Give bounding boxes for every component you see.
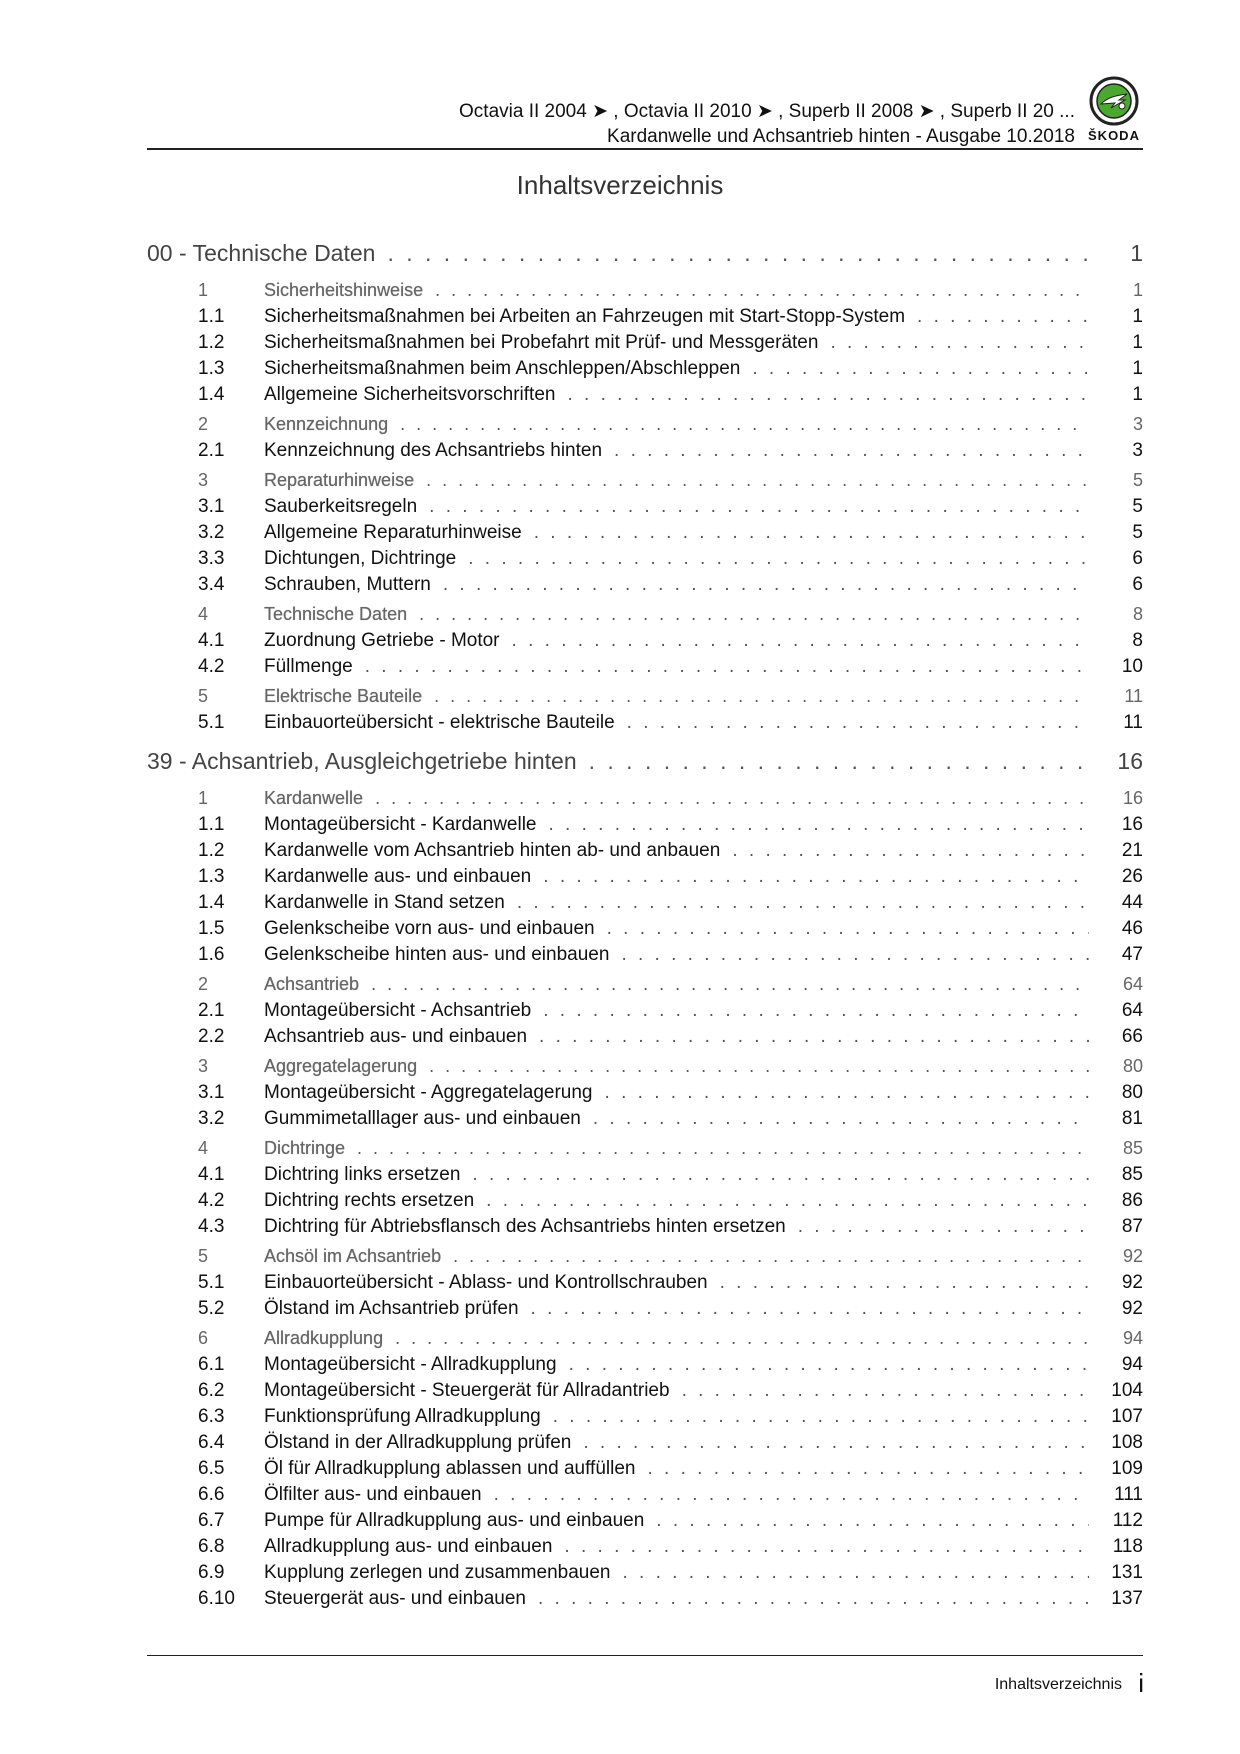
toc-item-number: 6.5 bbox=[198, 1458, 225, 1479]
toc-item[interactable] bbox=[147, 1588, 1143, 1614]
toc-item-page: 80 bbox=[1121, 1082, 1143, 1103]
leader-dots bbox=[538, 1588, 1089, 1610]
leader-dots bbox=[614, 440, 1089, 462]
toc-item[interactable] bbox=[147, 656, 1143, 682]
toc-item[interactable] bbox=[147, 1000, 1143, 1026]
toc-item-page: 92 bbox=[1121, 1272, 1143, 1293]
toc-section-page: 1 bbox=[1132, 280, 1143, 300]
toc-section-number: 3 bbox=[198, 470, 209, 490]
leader-dots bbox=[443, 574, 1089, 596]
footer-label: Inhaltsverzeichnis bbox=[994, 1676, 1122, 1693]
toc-item[interactable] bbox=[147, 574, 1143, 600]
toc-item-title: Funktionsprüfung Allradkupplung bbox=[264, 1406, 541, 1427]
toc-item-title: Dichtring links ersetzen bbox=[264, 1164, 461, 1185]
leader-dots bbox=[419, 604, 1089, 625]
leader-dots bbox=[472, 1164, 1089, 1186]
leader-dots bbox=[682, 1380, 1089, 1402]
leader-dots bbox=[830, 332, 1089, 354]
toc-section-number: 4 bbox=[198, 1138, 209, 1158]
leader-dots bbox=[647, 1458, 1089, 1480]
toc-item-title: Schrauben, Muttern bbox=[264, 574, 431, 595]
toc-item[interactable] bbox=[147, 1354, 1143, 1380]
leader-dots bbox=[400, 414, 1089, 435]
toc-item-title: Öl für Allradkupplung ablassen und auffüllen bbox=[264, 1458, 636, 1479]
toc-section-title: Aggregatelagerung bbox=[264, 1056, 418, 1076]
toc-section-page: 5 bbox=[1132, 470, 1143, 490]
toc-item-number: 3.4 bbox=[198, 574, 225, 595]
leader-dots bbox=[564, 1536, 1089, 1558]
toc-item-number: 3.3 bbox=[198, 548, 225, 569]
toc-item-page: 6 bbox=[1132, 548, 1143, 569]
toc-section-page: 64 bbox=[1122, 974, 1143, 994]
leader-dots bbox=[627, 712, 1089, 734]
toc-item[interactable] bbox=[147, 1510, 1143, 1536]
toc-item[interactable] bbox=[147, 1108, 1143, 1134]
header-rule bbox=[147, 148, 1143, 150]
toc-item-page: 26 bbox=[1121, 866, 1143, 887]
toc-item[interactable] bbox=[147, 548, 1143, 574]
toc-section-number: 1 bbox=[198, 280, 209, 300]
header-document-title: Kardanwelle und Achsantrieb hinten - Ausgabe 10.2018 bbox=[607, 126, 1075, 147]
leader-dots bbox=[589, 748, 1089, 775]
footer-page-number: i bbox=[1138, 1668, 1144, 1698]
toc-section-number: 4 bbox=[198, 604, 209, 624]
toc-section-number: 3 bbox=[198, 1056, 209, 1076]
toc-item-title: Allgemeine Reparaturhinweise bbox=[264, 522, 522, 543]
leader-dots bbox=[607, 918, 1089, 940]
toc-item-number: 5.2 bbox=[198, 1298, 225, 1319]
toc-item-page: 1 bbox=[1132, 384, 1143, 405]
toc-item[interactable] bbox=[147, 1298, 1143, 1324]
toc-item-page: 8 bbox=[1132, 630, 1143, 651]
toc-item-page: 46 bbox=[1121, 918, 1143, 939]
leader-dots bbox=[569, 1354, 1089, 1376]
toc-item[interactable] bbox=[147, 522, 1143, 548]
toc-item[interactable] bbox=[147, 866, 1143, 892]
toc-item[interactable] bbox=[147, 1026, 1143, 1052]
toc-item-page: 21 bbox=[1121, 840, 1143, 861]
toc-section-number: 5 bbox=[198, 686, 209, 706]
toc-item-page: 86 bbox=[1121, 1190, 1143, 1211]
toc-item[interactable] bbox=[147, 1272, 1143, 1298]
leader-dots bbox=[365, 656, 1089, 678]
toc-item-title: Einbauorteübersicht - elektrische Bauteile bbox=[264, 712, 615, 733]
toc-item[interactable] bbox=[147, 1562, 1143, 1588]
leader-dots bbox=[583, 1432, 1089, 1454]
toc-item-number: 3.2 bbox=[198, 1108, 225, 1129]
toc-item[interactable] bbox=[147, 1380, 1143, 1406]
toc-item-title: Montageübersicht - Kardanwelle bbox=[264, 814, 537, 835]
toc-item[interactable] bbox=[147, 1406, 1143, 1432]
page-title: Inhaltsverzeichnis bbox=[516, 170, 724, 200]
toc-item[interactable] bbox=[147, 306, 1143, 332]
toc-section[interactable] bbox=[147, 686, 1143, 712]
leader-dots bbox=[435, 280, 1089, 301]
toc-item[interactable] bbox=[147, 1082, 1143, 1108]
toc-item-page: 108 bbox=[1111, 1432, 1143, 1453]
toc-section-page: 85 bbox=[1122, 1138, 1143, 1158]
leader-dots bbox=[429, 1056, 1089, 1077]
leader-dots bbox=[395, 1328, 1089, 1349]
toc-item-number: 1.1 bbox=[198, 814, 225, 835]
toc-section[interactable] bbox=[147, 1246, 1143, 1272]
leader-dots bbox=[468, 548, 1089, 570]
toc-item-title: Gelenkscheibe vorn aus- und einbauen bbox=[264, 918, 595, 939]
toc-section-number: 2 bbox=[198, 974, 209, 994]
toc-item-page: 109 bbox=[1111, 1458, 1143, 1479]
leader-dots bbox=[621, 944, 1089, 966]
toc-item-title: Ölstand im Achsantrieb prüfen bbox=[264, 1298, 519, 1319]
leader-dots bbox=[434, 686, 1089, 707]
skoda-logo-text: ŠKODA bbox=[1088, 128, 1140, 143]
toc-item-number: 2.1 bbox=[198, 1000, 225, 1021]
toc-section-title: Reparaturhinweise bbox=[264, 470, 415, 490]
leader-dots bbox=[549, 814, 1090, 836]
toc-item[interactable] bbox=[147, 1216, 1143, 1242]
toc-item[interactable] bbox=[147, 384, 1143, 410]
toc-section-page: 16 bbox=[1122, 788, 1143, 808]
toc-section-page: 8 bbox=[1132, 604, 1143, 624]
toc-section[interactable] bbox=[147, 1328, 1143, 1354]
toc-item-page: 16 bbox=[1121, 814, 1143, 835]
toc-item-title: Montageübersicht - Achsantrieb bbox=[264, 1000, 532, 1021]
toc-item-number: 6.6 bbox=[198, 1484, 225, 1505]
toc-item-title: Kardanwelle vom Achsantrieb hinten ab- und anbauen bbox=[264, 840, 721, 861]
toc-item-page: 1 bbox=[1132, 332, 1143, 353]
toc-item-title: Gelenkscheibe hinten aus- und einbauen bbox=[264, 944, 610, 965]
toc-section-title: Dichtringe bbox=[264, 1138, 346, 1158]
toc-item-number: 1.2 bbox=[198, 840, 225, 861]
leader-dots bbox=[371, 974, 1089, 995]
toc-section-number: 5 bbox=[198, 1246, 209, 1266]
toc-item-number: 6.1 bbox=[198, 1354, 225, 1375]
toc-section[interactable] bbox=[147, 604, 1143, 630]
toc-section[interactable] bbox=[147, 788, 1143, 814]
toc-section-page: 3 bbox=[1132, 414, 1143, 434]
toc-item[interactable] bbox=[147, 440, 1143, 466]
toc-item-page: 104 bbox=[1111, 1380, 1143, 1401]
leader-dots bbox=[429, 496, 1089, 518]
toc-item-number: 1.2 bbox=[198, 332, 225, 353]
toc-item-page: 3 bbox=[1132, 440, 1143, 461]
toc-item[interactable] bbox=[147, 630, 1143, 656]
toc-item-page: 137 bbox=[1111, 1588, 1143, 1609]
toc-item-number: 1.3 bbox=[198, 358, 225, 379]
toc-section-number: 2 bbox=[198, 414, 209, 434]
toc-item-number: 6.3 bbox=[198, 1406, 225, 1427]
toc-item[interactable] bbox=[147, 1458, 1143, 1484]
leader-dots bbox=[453, 1246, 1089, 1267]
toc-item-number: 2.1 bbox=[198, 440, 225, 461]
toc-item-title: Füllmenge bbox=[264, 656, 353, 677]
toc-item-page: 94 bbox=[1121, 1354, 1143, 1375]
toc-section-page: 80 bbox=[1122, 1056, 1143, 1076]
toc-item-number: 6.2 bbox=[198, 1380, 225, 1401]
toc-item-title: Dichtring für Abtriebsflansch des Achsantriebs hinten ersetzen bbox=[264, 1216, 786, 1237]
toc-item[interactable] bbox=[147, 1432, 1143, 1458]
toc-item[interactable] bbox=[147, 332, 1143, 358]
toc-section-title: Achsantrieb bbox=[264, 974, 360, 994]
toc-item[interactable] bbox=[147, 918, 1143, 944]
toc-item-title: Montageübersicht - Steuergerät für Allradantrieb bbox=[264, 1380, 670, 1401]
toc-item[interactable] bbox=[147, 496, 1143, 522]
toc-chapter-title: 39 - Achsantrieb, Ausgleichgetriebe hinten bbox=[147, 748, 577, 774]
toc-item-page: 107 bbox=[1111, 1406, 1143, 1427]
toc-item-title: Kupplung zerlegen und zusammenbauen bbox=[264, 1562, 611, 1583]
leader-dots bbox=[486, 1190, 1089, 1212]
leader-dots bbox=[517, 892, 1089, 914]
toc-item-page: 131 bbox=[1111, 1562, 1143, 1583]
leader-dots bbox=[543, 1000, 1089, 1022]
toc-item-page: 1 bbox=[1132, 358, 1143, 379]
leader-dots bbox=[732, 840, 1089, 862]
toc-item-page: 10 bbox=[1121, 656, 1143, 677]
toc-item-page: 112 bbox=[1112, 1510, 1143, 1531]
toc-item[interactable] bbox=[147, 1190, 1143, 1216]
toc-item-number: 6.4 bbox=[198, 1432, 225, 1453]
toc-item-title: Sauberkeitsregeln bbox=[264, 496, 418, 517]
toc-chapter[interactable] bbox=[147, 748, 1143, 784]
toc-item-page: 5 bbox=[1132, 496, 1143, 517]
leader-dots bbox=[553, 1406, 1089, 1428]
toc-item[interactable] bbox=[147, 892, 1143, 918]
toc-item-number: 4.1 bbox=[198, 1164, 225, 1185]
toc-item-page: 66 bbox=[1121, 1026, 1143, 1047]
toc-item-number: 6.7 bbox=[198, 1510, 225, 1531]
toc-item-title: Ölstand in der Allradkupplung prüfen bbox=[264, 1432, 572, 1453]
toc-section[interactable] bbox=[147, 974, 1143, 1000]
toc-item-title: Ölfilter aus- und einbauen bbox=[264, 1484, 482, 1505]
toc-item-number: 1.4 bbox=[198, 892, 225, 913]
toc-item-number: 1.4 bbox=[198, 384, 225, 405]
leader-dots bbox=[593, 1108, 1089, 1130]
toc-item-title: Gummimetalllager aus- und einbauen bbox=[264, 1108, 581, 1129]
toc-item-page: 1 bbox=[1132, 306, 1143, 327]
leader-dots bbox=[622, 1562, 1089, 1584]
toc-item-page: 85 bbox=[1121, 1164, 1143, 1185]
table-of-contents bbox=[147, 240, 1143, 1614]
leader-dots bbox=[798, 1216, 1089, 1238]
toc-item[interactable] bbox=[147, 1484, 1143, 1510]
toc-item-page: 92 bbox=[1121, 1298, 1143, 1319]
toc-item-number: 1.3 bbox=[198, 866, 225, 887]
toc-item-page: 64 bbox=[1121, 1000, 1143, 1021]
toc-item-number: 4.2 bbox=[198, 656, 225, 677]
toc-item-number: 4.1 bbox=[198, 630, 225, 651]
toc-item-page: 47 bbox=[1121, 944, 1143, 965]
leader-dots bbox=[539, 1026, 1089, 1048]
leader-dots bbox=[512, 630, 1089, 652]
leader-dots bbox=[375, 788, 1089, 809]
toc-item-page: 87 bbox=[1121, 1216, 1143, 1237]
toc-section[interactable] bbox=[147, 280, 1143, 306]
toc-item-title: Kennzeichnung des Achsantriebs hinten bbox=[264, 440, 603, 461]
toc-item-title: Achsantrieb aus- und einbauen bbox=[264, 1026, 528, 1047]
toc-item-number: 2.2 bbox=[198, 1026, 225, 1047]
toc-item-number: 5.1 bbox=[198, 712, 225, 733]
leader-dots bbox=[426, 470, 1089, 491]
toc-item[interactable] bbox=[147, 712, 1143, 738]
toc-section-page: 11 bbox=[1124, 686, 1143, 706]
toc-item-title: Dichtring rechts ersetzen bbox=[264, 1190, 475, 1211]
toc-item-page: 11 bbox=[1123, 712, 1143, 733]
toc-item-page: 5 bbox=[1132, 522, 1143, 543]
toc-chapter[interactable] bbox=[147, 240, 1143, 276]
toc-item-page: 111 bbox=[1114, 1484, 1143, 1505]
toc-section-title: Allradkupplung bbox=[264, 1328, 384, 1348]
leader-dots bbox=[543, 866, 1089, 888]
toc-item-title: Pumpe für Allradkupplung aus- und einbauen bbox=[264, 1510, 645, 1531]
toc-item-page: 44 bbox=[1121, 892, 1143, 913]
toc-item[interactable] bbox=[147, 1164, 1143, 1190]
toc-item-title: Dichtungen, Dichtringe bbox=[264, 548, 457, 569]
toc-item[interactable] bbox=[147, 814, 1143, 840]
skoda-logo bbox=[1086, 76, 1142, 143]
toc-item-number: 1.1 bbox=[198, 306, 225, 327]
leader-dots bbox=[656, 1510, 1089, 1532]
leader-dots bbox=[494, 1484, 1089, 1506]
toc-chapter-page: 16 bbox=[1117, 748, 1143, 774]
toc-section[interactable] bbox=[147, 414, 1143, 440]
footer-rule bbox=[147, 1655, 1143, 1656]
toc-section-number: 1 bbox=[198, 788, 209, 808]
toc-item-title: Sicherheitsmaßnahmen bei Arbeiten an Fahrzeugen mit Start-Stopp-System bbox=[264, 306, 906, 327]
leader-dots bbox=[605, 1082, 1089, 1104]
toc-chapter-page: 1 bbox=[1130, 240, 1143, 266]
toc-item-number: 3.1 bbox=[198, 496, 225, 517]
toc-item-number: 6.9 bbox=[198, 1562, 225, 1583]
toc-section-title: Technische Daten bbox=[264, 604, 408, 624]
leader-dots bbox=[534, 522, 1089, 544]
toc-item[interactable] bbox=[147, 1536, 1143, 1562]
toc-item-title: Allradkupplung aus- und einbauen bbox=[264, 1536, 553, 1557]
toc-section[interactable] bbox=[147, 1056, 1143, 1082]
toc-item-number: 4.2 bbox=[198, 1190, 225, 1211]
toc-item-title: Montageübersicht - Aggregatelagerung bbox=[264, 1082, 593, 1103]
toc-item-number: 1.6 bbox=[198, 944, 225, 965]
toc-section-title: Achsöl im Achsantrieb bbox=[264, 1246, 442, 1266]
leader-dots bbox=[720, 1272, 1089, 1294]
toc-section-page: 92 bbox=[1122, 1246, 1143, 1266]
toc-item-title: Montageübersicht - Allradkupplung bbox=[264, 1354, 557, 1375]
skoda-logo-icon bbox=[1089, 76, 1139, 126]
toc-section-title: Sicherheitshinweise bbox=[264, 280, 424, 300]
leader-dots bbox=[531, 1298, 1089, 1320]
toc-item[interactable] bbox=[147, 944, 1143, 970]
leader-dots bbox=[567, 384, 1089, 406]
toc-section[interactable] bbox=[147, 1138, 1143, 1164]
toc-item[interactable] bbox=[147, 840, 1143, 866]
toc-item-number: 5.1 bbox=[198, 1272, 225, 1293]
toc-item-title: Allgemeine Sicherheitsvorschriften bbox=[264, 384, 556, 405]
toc-section[interactable] bbox=[147, 470, 1143, 496]
toc-section-title: Kardanwelle bbox=[264, 788, 364, 808]
toc-item-number: 3.2 bbox=[198, 522, 225, 543]
toc-item-number: 6.10 bbox=[198, 1588, 235, 1609]
toc-item[interactable] bbox=[147, 358, 1143, 384]
leader-dots bbox=[752, 358, 1089, 380]
toc-item-title: Kardanwelle aus- und einbauen bbox=[264, 866, 532, 887]
toc-item-title: Einbauorteübersicht - Ablass- und Kontrollschrauben bbox=[264, 1272, 708, 1293]
toc-item-title: Zuordnung Getriebe - Motor bbox=[264, 630, 500, 651]
toc-item-title: Kardanwelle in Stand setzen bbox=[264, 892, 505, 913]
leader-dots bbox=[357, 1138, 1089, 1159]
toc-item-page: 118 bbox=[1112, 1536, 1143, 1557]
toc-item-number: 4.3 bbox=[198, 1216, 225, 1237]
header-models: Octavia II 2004 ➤ , Octavia II 2010 ➤ , Superb II 2008 ➤ , Superb II 20 ... bbox=[459, 101, 1075, 122]
toc-item-title: Steuergerät aus- und einbauen bbox=[264, 1588, 526, 1609]
toc-item-title: Sicherheitsmaßnahmen bei Probefahrt mit Prüf- und Messgeräten bbox=[264, 332, 819, 353]
leader-dots bbox=[387, 240, 1089, 267]
toc-chapter-title: 00 - Technische Daten bbox=[147, 240, 376, 266]
toc-item-number: 1.5 bbox=[198, 918, 225, 939]
toc-item-page: 6 bbox=[1132, 574, 1143, 595]
toc-section-title: Elektrische Bauteile bbox=[264, 686, 423, 706]
toc-section-title: Kennzeichnung bbox=[264, 414, 389, 434]
toc-item-page: 81 bbox=[1121, 1108, 1143, 1129]
leader-dots bbox=[917, 306, 1089, 328]
toc-section-page: 94 bbox=[1122, 1328, 1143, 1348]
toc-item-title: Sicherheitsmaßnahmen beim Anschleppen/Abschleppen bbox=[264, 358, 741, 379]
toc-item-number: 6.8 bbox=[198, 1536, 225, 1557]
toc-section-number: 6 bbox=[198, 1328, 209, 1348]
toc-item-number: 3.1 bbox=[198, 1082, 225, 1103]
